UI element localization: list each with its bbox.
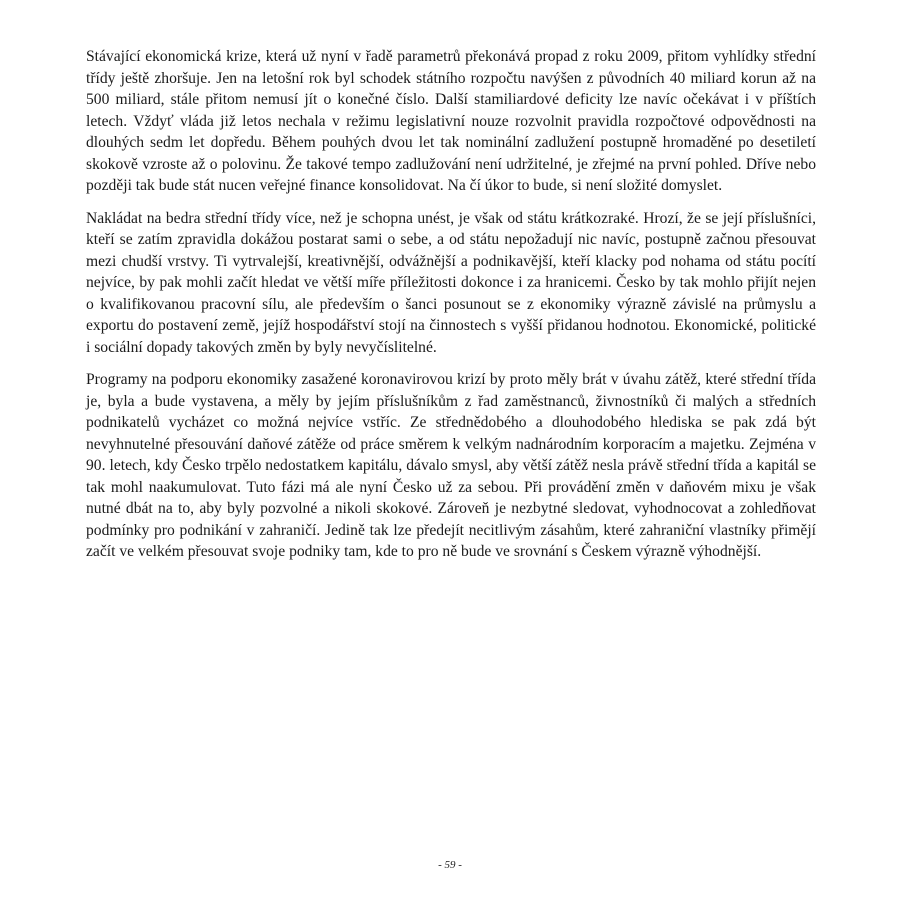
paragraph-2: Nakládat na bedra střední třídy více, než je schopna unést, je však od státu krátkozraké. Hrozí, že se její příslušníci, kteří se zatím zpravidla dokážou postarat sami o sebe, a od státu nepožadují nic navíc, postupně začnou přesouvat mezi chudší vrstvy. Ti vytrvalejší, kreativnější, odvážnější a podnikavější, kteří klacky pod nohama od státu pocítí nejvíce, by pak mohli začít hledat ve větší míře příležitosti dokonce i za hranicemi. Česko by tak mohlo přijít nejen o kvalifikovanou pracovní sílu, ale především o šanci posunout se z ekonomiky výrazně závislé na průmyslu a exportu do postavení země, jejíž hospodářství stojí na činnostech s vyšší přidanou hodnotou. Ekonomické, politické i sociální dopady takových změn by byly nevyčíslitelné. — [86, 209, 816, 356]
body-text — [86, 46, 816, 574]
page-number: - 59 - — [438, 859, 462, 871]
paragraph-3: Programy na podporu ekonomiky zasažené koronavirovou krizí by proto měly brát v úvahu zátěž, které střední třída je, byla a bude vystavena, a měly by jejím příslušníkům z řad zaměstnanců, živnostníků či malých a středních podnikatelů vycházet co možná nejvíce vstříc. Ze střednědobého a dlouhodobého hlediska se pak zdá být nevyhnutelné přesouvání daňové zátěže od práce směrem k velkým nadnárodním korporacím a majetku. Zejména v 90. letech, kdy Česko trpělo nedostatkem kapitálu, dávalo smysl, aby větší zátěž nesla právě střední třída a kapitál se tak mohl naakumulovat. Tuto fázi má ale nyní Česko už za sebou. Při provádění změn v daňovém mixu je však nutné dbát na to, aby byly pozvolné a nikoli skokové. Zároveň je nezbytné sledovat, vyhodnocovat a zohledňovat podmínky pro podnikání v zahraničí. Jedině tak lze předejít necitlivým zásahům, které zahraniční vlastníky přimějí začít ve velkém přesouvat svoje podniky tam, kde to pro ně bude ve srovnání s Českem výrazně výhodnější. — [86, 371, 816, 560]
paragraph-1: Stávající ekonomická krize, která už nyní v řadě parametrů překonává propad z roku 2009, přitom vyhlídky střední třídy ještě zhoršuje. Jen na letošní rok byl schodek státního rozpočtu navýšen z původních 40 miliard korun až na 500 miliard, stále přitom nemusí jít o konečné číslo. Další stamiliardové deficity lze navíc očekávat i v příštích letech. Vždyť vláda již letos nechala v režimu legislativní nouze rozvolnit pravidla rozpočtové odpovědnosti na dlouhých sedm let dopředu. Během pouhých dvou let tak nominální zadlužení postupně hromaděné po desetiletí skokově vzroste až o polovinu. Že takové tempo zadlužování není udržitelné, je zřejmé na první pohled. Dříve nebo později tak bude stát nucen veřejné finance konsolidovat. Na čí úkor to bude, si není složité domyslet. — [86, 48, 816, 194]
